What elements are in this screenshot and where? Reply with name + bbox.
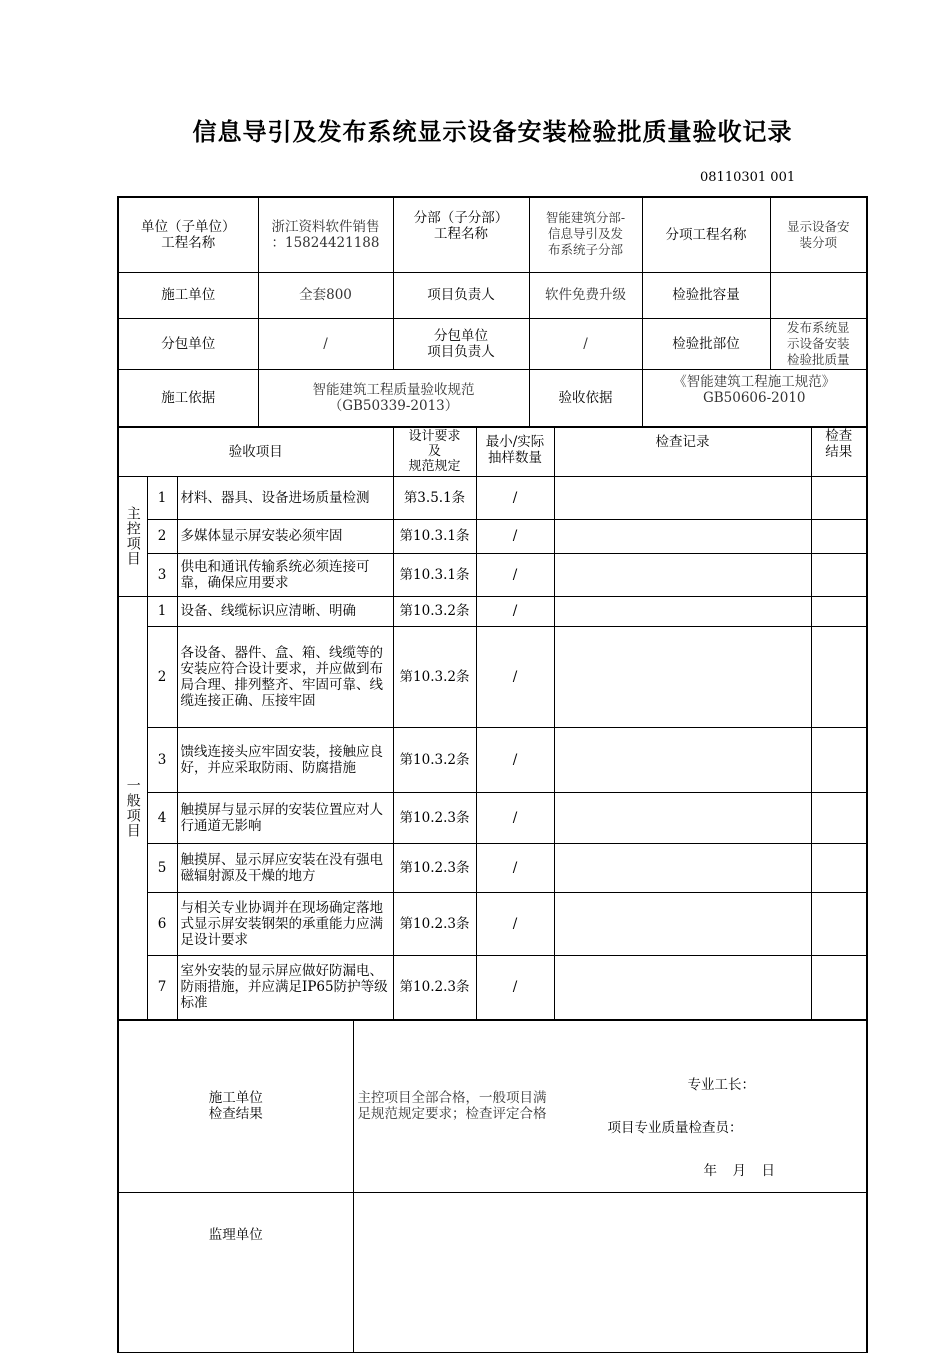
item-record (554, 519, 811, 553)
table-row (118, 843, 867, 892)
item-no: 2 (147, 626, 177, 727)
division-name-label (393, 197, 529, 272)
subitem-name-label-text: 分项工程名称 (665, 226, 747, 243)
item-no: 2 (147, 519, 177, 553)
item-result (811, 553, 867, 596)
subitem-name-value (770, 197, 867, 272)
item-result (811, 792, 867, 843)
item-text: 各设备、器件、盒、箱、线缆等的安装应符合设计要求，并应做到布局合理、排列整齐、牢固可靠、线缆连接正确、压接牢固 (177, 626, 393, 727)
item-record (554, 596, 811, 626)
items-table (117, 427, 868, 1020)
table-row (118, 727, 867, 792)
contractor-conclusion: 主控项目全部合格，一般项目满 足规范规定要求；检查评定合格 (357, 1089, 547, 1122)
col-inspection-result-text: 检查 结果 (825, 427, 853, 460)
batch-capacity-value (770, 272, 867, 318)
main-group-label-text: 主控项目 (124, 506, 141, 566)
item-no: 5 (147, 843, 177, 892)
supervisor-result-label-text: 监理单位 (208, 1226, 263, 1243)
contractor-label-text: 施工单位 (161, 287, 216, 303)
construction-basis-label-text: 施工依据 (161, 389, 216, 406)
item-requirement: 第10.3.2条 (393, 596, 476, 626)
contractor-value-text: 全套800 (299, 287, 352, 303)
item-sample: / (476, 792, 554, 843)
table-row (118, 596, 867, 626)
item-sample: / (476, 476, 554, 519)
col-inspection-result (811, 427, 867, 476)
item-no: 4 (147, 792, 177, 843)
construction-basis-value (258, 369, 529, 426)
item-sample: / (476, 626, 554, 727)
item-record (554, 553, 811, 596)
sub-pm-label-text: 分包单位 项目负责人 (427, 327, 495, 360)
header-table (117, 196, 868, 427)
col-design-requirement (393, 427, 476, 476)
sub-pm-label (393, 318, 529, 369)
item-record (554, 955, 811, 1019)
contractor-value (258, 272, 393, 318)
item-no: 1 (147, 476, 177, 519)
sub-pm-value (529, 318, 642, 369)
subcontractor-label (118, 318, 258, 369)
acceptance-basis-value (642, 369, 867, 426)
batch-location-value-text: 发布系统显 示设备安装 检验批质量 (786, 319, 850, 367)
subcontractor-value (258, 318, 393, 369)
col-sample-quantity (476, 427, 554, 476)
table-row (118, 955, 867, 1019)
item-no: 3 (147, 553, 177, 596)
contractor-result-box (353, 1020, 867, 1192)
subitem-name-value-text: 显示设备安 装分项 (786, 218, 850, 250)
item-record (554, 626, 811, 727)
item-record (554, 476, 811, 519)
result-table (117, 1020, 868, 1353)
item-result (811, 596, 867, 626)
item-requirement: 第10.3.1条 (393, 553, 476, 596)
construction-basis-value-text: 智能建筑工程质量验收规范 （GB50339-2013） (312, 381, 475, 414)
acceptance-record-form (117, 196, 868, 1353)
quality-inspector-label: 项目专业质量检查员： (607, 1119, 743, 1136)
item-no: 1 (147, 596, 177, 626)
acceptance-basis-label (529, 369, 642, 426)
project-manager-value (529, 272, 642, 318)
unit-name-label (118, 197, 258, 272)
supervisor-result-box (353, 1192, 867, 1352)
item-result (811, 727, 867, 792)
acceptance-basis-value-text: 《智能建筑工程施工规范》 GB50606-2010 (673, 373, 836, 406)
item-text: 触摸屏、显示屏应安装在没有强电磁辐射源及干燥的地方 (177, 843, 393, 892)
unit-name-label-text: 单位（子单位） 工程名称 (141, 218, 236, 251)
item-requirement: 第10.3.2条 (393, 626, 476, 727)
item-text: 馈线连接头应牢固安装，接触应良好，并应采取防雨、防腐措施 (177, 727, 393, 792)
item-text: 多媒体显示屏安装必须牢固 (177, 519, 393, 553)
table-row (118, 892, 867, 955)
item-sample: / (476, 596, 554, 626)
item-result (811, 843, 867, 892)
item-text: 供电和通讯传输系统必须连接可靠，确保应用要求 (177, 553, 393, 596)
item-sample: / (476, 553, 554, 596)
col-acceptance-item-text: 验收项目 (228, 443, 283, 460)
project-manager-label-text: 项目负责人 (427, 287, 495, 303)
subcontractor-label-text: 分包单位 (161, 335, 216, 352)
item-result (811, 626, 867, 727)
main-group-label (118, 476, 147, 596)
table-row (118, 476, 867, 519)
col-inspection-record (554, 427, 811, 476)
item-requirement: 第3.5.1条 (393, 476, 476, 519)
item-record (554, 843, 811, 892)
contractor-result-label-text: 施工单位 检查结果 (208, 1090, 263, 1122)
construction-basis-label (118, 369, 258, 426)
unit-name-value (258, 197, 393, 272)
item-text: 与相关专业协调并在现场确定落地式显示屏安装钢架的承重能力应满足设计要求 (177, 892, 393, 955)
item-text: 触摸屏与显示屏的安装位置应对人行通道无影响 (177, 792, 393, 843)
item-requirement: 第10.2.3条 (393, 955, 476, 1019)
item-sample: / (476, 727, 554, 792)
sub-pm-value-text: / (583, 335, 588, 352)
item-requirement: 第10.2.3条 (393, 892, 476, 955)
item-requirement: 第10.3.1条 (393, 519, 476, 553)
col-acceptance-item (118, 427, 393, 476)
unit-name-value-text: 浙江资料软件销售 ：15824421188 (271, 218, 380, 251)
subitem-name-label (642, 197, 770, 272)
item-sample: / (476, 519, 554, 553)
batch-location-label (642, 318, 770, 369)
subcontractor-value-text: / (323, 335, 328, 352)
date-label: 年 月 日 (703, 1162, 776, 1179)
item-record (554, 792, 811, 843)
item-text: 室外安装的显示屏应做好防漏电、防雨措施，并应满足IP65防护等级标准 (177, 955, 393, 1019)
batch-capacity-label-text: 检验批容量 (672, 287, 740, 303)
page-title: 信息导引及发布系统显示设备安装检验批质量验收记录 (192, 117, 793, 146)
item-result (811, 955, 867, 1019)
item-text: 材料、器具、设备进场质量检测 (177, 476, 393, 519)
division-name-value (529, 197, 642, 272)
project-manager-value-text: 软件免费升级 (545, 287, 626, 303)
item-no: 7 (147, 955, 177, 1019)
table-row (118, 626, 867, 727)
table-row (118, 792, 867, 843)
item-record (554, 892, 811, 955)
item-sample: / (476, 843, 554, 892)
item-result (811, 519, 867, 553)
item-sample: / (476, 955, 554, 1019)
item-no: 6 (147, 892, 177, 955)
item-no: 3 (147, 727, 177, 792)
contractor-result-label (118, 1020, 353, 1192)
division-name-value-text: 智能建筑分部- 信息导引及发 布系统子分部 (545, 210, 626, 257)
acceptance-basis-label-text: 验收依据 (558, 389, 613, 406)
col-inspection-record-text: 检查记录 (655, 433, 710, 450)
item-sample: / (476, 892, 554, 955)
item-requirement: 第10.3.2条 (393, 727, 476, 792)
document-code: 08110301 001 (700, 170, 796, 185)
contractor-label (118, 272, 258, 318)
division-name-label-text: 分部（子分部） 工程名称 (413, 210, 509, 242)
item-text: 设备、线缆标识应清晰、明确 (177, 596, 393, 626)
batch-capacity-label (642, 272, 770, 318)
general-group-label (118, 596, 147, 1019)
batch-location-value (770, 318, 867, 369)
general-group-label-text: 一般项目 (124, 777, 141, 838)
item-requirement: 第10.2.3条 (393, 843, 476, 892)
batch-location-label-text: 检验批部位 (672, 335, 740, 352)
item-requirement: 第10.2.3条 (393, 792, 476, 843)
col-sample-quantity-text: 最小/实际 抽样数量 (485, 433, 545, 466)
project-manager-label (393, 272, 529, 318)
supervisor-result-label (118, 1192, 353, 1352)
foreman-label: 专业工长： (687, 1076, 755, 1093)
table-row (118, 519, 867, 553)
col-design-requirement-text: 设计要求 及 规范规定 (408, 429, 461, 474)
item-record (554, 727, 811, 792)
table-row (118, 553, 867, 596)
item-result (811, 476, 867, 519)
item-result (811, 892, 867, 955)
